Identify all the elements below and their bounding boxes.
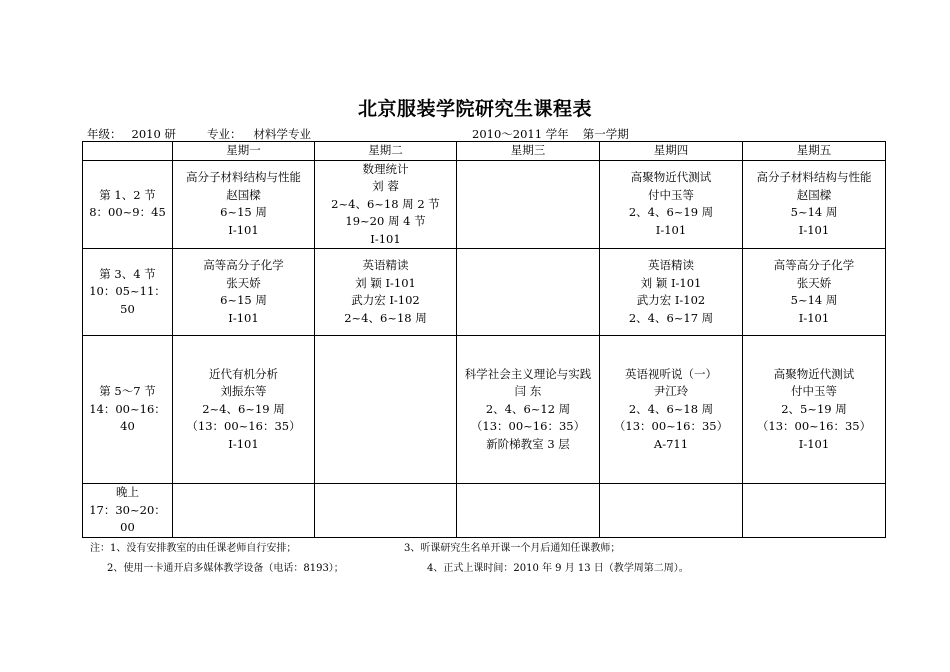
major-value: 材料学专业 — [242, 128, 356, 142]
course-cell: 英语精读 刘 颖 Ⅰ-101 武力宏 Ⅰ-102 2、4、6~17 周 — [600, 249, 743, 336]
course-cell: 科学社会主义理论与实践 闫 东 2、4、6~12 周 （13：00~16：35） 新阶梯教室 3 层 — [457, 336, 600, 484]
course-cell — [457, 160, 600, 249]
course-cell: 近代有机分析 刘振东等 2~4、6~19 周 （13：00~16：35） Ⅰ-101 — [173, 336, 315, 484]
day-header: 星期二 — [315, 142, 457, 161]
day-header: 星期一 — [173, 142, 315, 161]
course-cell — [315, 484, 457, 538]
period-row — [83, 336, 886, 484]
period-label: 晚上 17：30~20：00 — [83, 484, 173, 538]
major-label: 专业： — [207, 127, 242, 141]
day-header: 星期三 — [457, 142, 600, 161]
course-cell: 高聚物近代测试 付中玉等 2、4、6~19 周 Ⅰ-101 — [600, 160, 743, 249]
period-label: 第 3、4 节 10：05~11：50 — [83, 249, 173, 336]
course-cell — [315, 336, 457, 484]
term-field — [472, 126, 629, 142]
grade-value: 2010 研 — [122, 128, 204, 142]
corner-cell — [83, 142, 173, 161]
period-label: 第 5～7 节 14：00~16：40 — [83, 336, 173, 484]
major-field — [207, 126, 355, 142]
day-header: 星期四 — [600, 142, 743, 161]
term-semester: 第一学期 — [582, 127, 629, 141]
course-cell: 高等高分子化学 张天娇 6~15 周 Ⅰ-101 — [173, 249, 315, 336]
period-row — [83, 484, 886, 538]
note-2: 2、使用一卡通开启多媒体教学设备（电话：8193）； — [107, 563, 344, 574]
note-1: 注：1、没有安排教室的由任课老师自行安排； — [90, 543, 297, 554]
course-cell: 英语视听说（一） 尹江玲 2、4、6~18 周 （13：00~16：35） A-711 — [600, 336, 743, 484]
course-cell — [743, 484, 886, 538]
course-cell: 高分子材料结构与性能 赵国樑 6~15 周 Ⅰ-101 — [173, 160, 315, 249]
term-year: 2010～2011 学年 — [472, 127, 569, 141]
grade-label: 年级： — [87, 127, 122, 141]
schedule-table — [82, 141, 886, 538]
period-row — [83, 160, 886, 249]
course-cell — [457, 484, 600, 538]
period-row — [83, 249, 886, 336]
course-cell: 高等高分子化学 张天娇 5~14 周 Ⅰ-101 — [743, 249, 886, 336]
page-title: 北京服装学院研究生课程表 — [357, 98, 592, 120]
course-cell: 英语精读 刘 颖 Ⅰ-101 武力宏 Ⅰ-102 2~4、6~18 周 — [315, 249, 457, 336]
note-3: 3、听课研究生名单开课一个月后通知任课教师； — [404, 543, 621, 554]
course-cell — [173, 484, 315, 538]
note-4: 4、正式上课时间：2010 年 9 月 13 日（教学周第二周）。 — [427, 563, 689, 574]
day-header: 星期五 — [743, 142, 886, 161]
grade-field — [87, 126, 204, 142]
course-cell: 高聚物近代测试 付中玉等 2、5~19 周 （13：00~16：35） Ⅰ-101 — [743, 336, 886, 484]
period-label: 第 1、2 节 8：00~9：45 — [83, 160, 173, 249]
day-header-row — [83, 142, 886, 161]
course-cell — [600, 484, 743, 538]
course-cell: 数理统计 刘 蓉 2~4、6~18 周 2 节 19~20 周 4 节 Ⅰ-101 — [315, 160, 457, 249]
course-cell: 高分子材料结构与性能 赵国樑 5~14 周 Ⅰ-101 — [743, 160, 886, 249]
course-cell — [457, 249, 600, 336]
